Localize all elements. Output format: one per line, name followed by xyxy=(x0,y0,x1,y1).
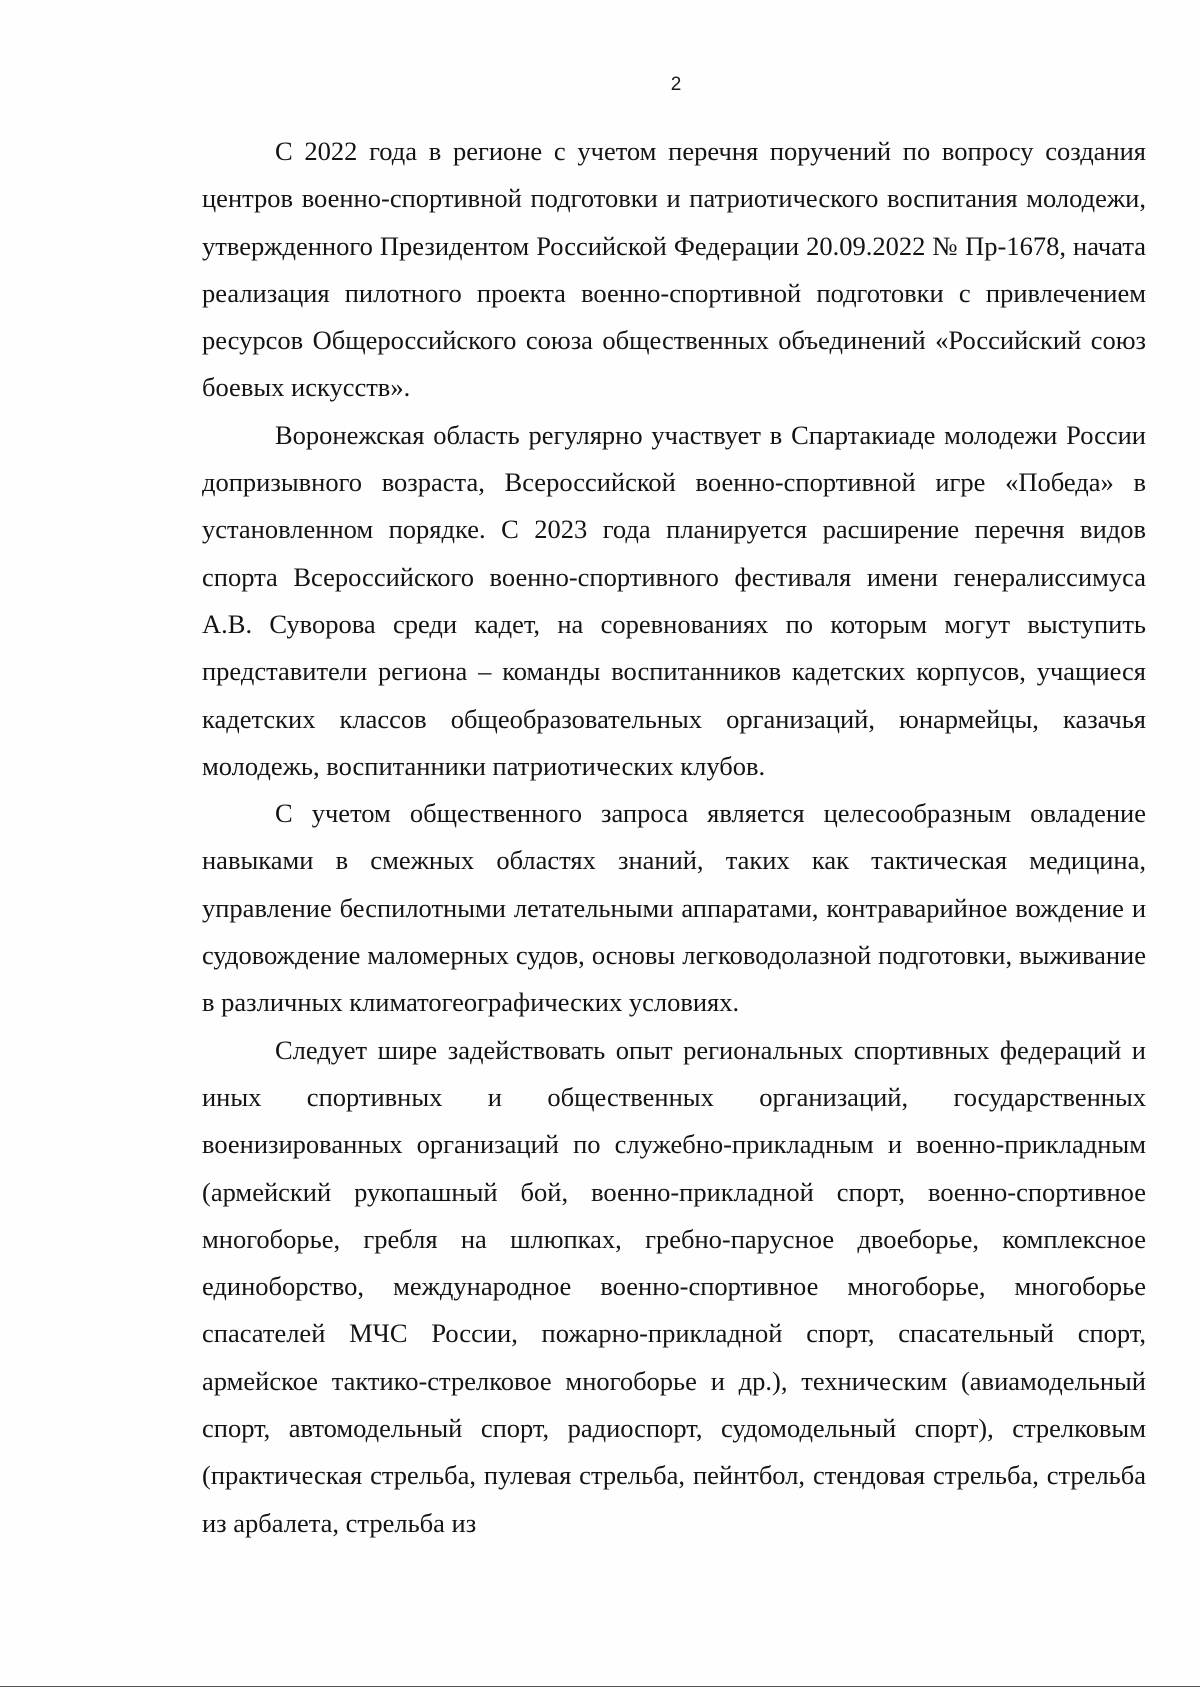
document-body xyxy=(202,128,1146,1547)
paragraph-sports-federations: Следует шире задействовать опыт региональных спортивных федераций и иных спортивных и общественных организаций, государственных военизированных организаций по служебно-прикладным и военно-прикладным (армейский рукопашный бой, военно-прикладной спорт, военно-спортивное многоборье, гребля на шлюпках, гребно-парусное двоеборье, комплексное единоборство, международное военно-спортивное многоборье, многоборье спасателей МЧС России, пожарно-прикладной спорт, спасательный спорт, армейское тактико-стрелковое многоборье и др.), техническим (авиамодельный спорт, автомодельный спорт, радиоспорт, судомодельный спорт), стрелковым (практическая стрельба, пулевая стрельба, пейнтбол, стендовая стрельба, стрельба из арбалета, стрельба из xyxy=(202,1034,1146,1538)
page-number: 2 xyxy=(670,74,682,95)
bottom-edge-line xyxy=(0,1686,1200,1687)
paragraph-military-sports-centers: С 2022 года в регионе с учетом перечня поручений по вопросу создания центров военно-спортивной подготовки и патриотического воспитания молодежи, утвержденного Президентом Российской Федерации 20.09.2022 № Пр-1678, начата реализация пилотного проекта военно-спортивной подготовки с привлечением ресурсов Общероссийского союза общественных объединений «Российский союз боевых искусств». xyxy=(202,136,1146,403)
paragraph-related-skills: С учетом общественного запроса является целесообразным овладение навыками в смежных областях знаний, таких как тактическая медицина, управление беспилотными летательными аппаратами, контраварийное вождение и судовождение маломерных судов, основы легководолазной подготовки, выживание в различных климатогеографических условиях. xyxy=(202,798,1146,1018)
paragraph-spartakiad: Воронежская область регулярно участвует в Спартакиаде молодежи России допризывного возраста, Всероссийской военно-спортивной игре «Победа» в установленном порядке. С 2023 года планируется расширение перечня видов спорта Всероссийского военно-спортивного фестиваля имени генералиссимуса А.В. Суворова среди кадет, на соревнованиях по которым могут выступить представители региона – команды воспитанников кадетских корпусов, учащиеся кадетских классов общеобразовательных организаций, юнармейцы, казачья молодежь, воспитанники патриотических клубов. xyxy=(202,419,1146,781)
